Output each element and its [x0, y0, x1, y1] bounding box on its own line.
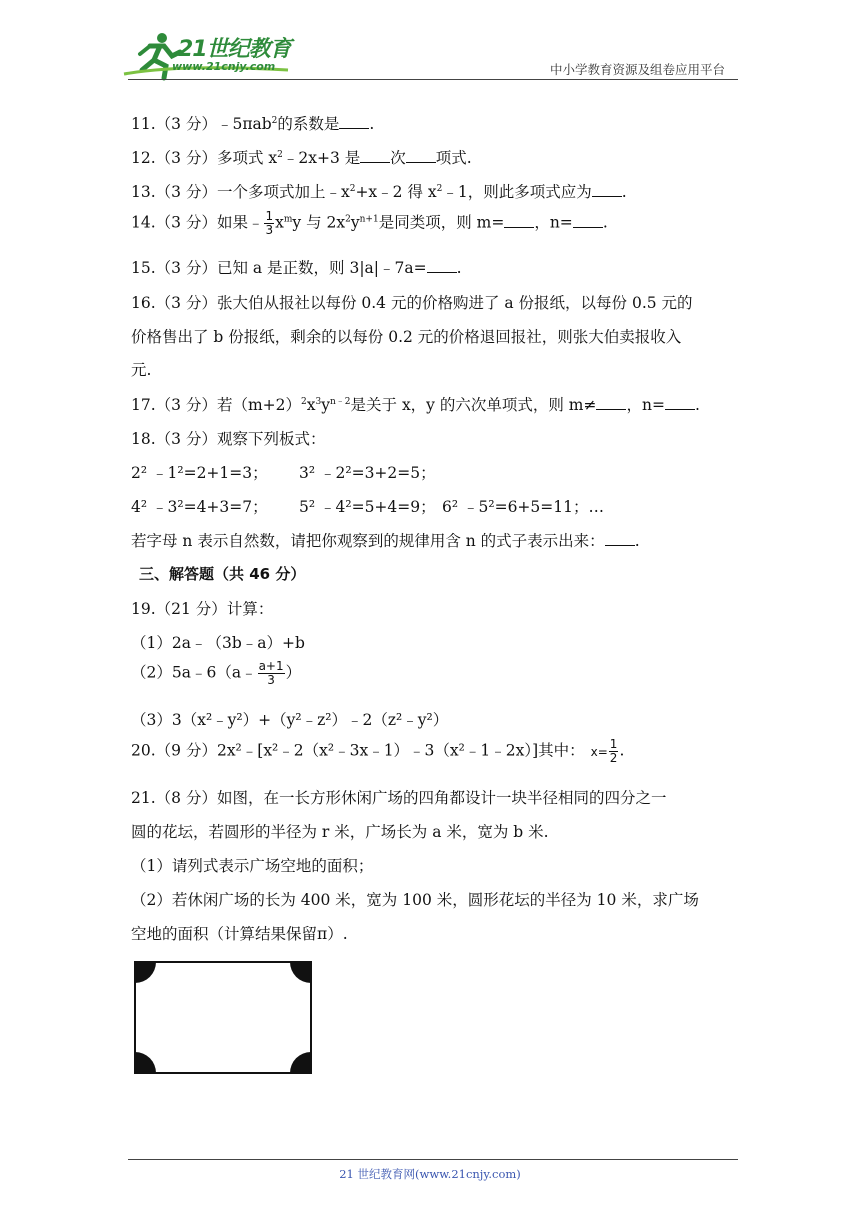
logo-text: 21世纪教育 [178, 37, 291, 62]
question-12: 12.（3 分）多项式 $x^2﹣2x+3$ 是 次 项式. [131, 149, 472, 167]
section-3-title: 三、解答题（共 46 分） [139, 565, 306, 583]
question-21-part-2: （2）若休闲广场的长为 400 米，宽为 100 米，圆形花坛的半径为 10 米，求广场 [131, 891, 699, 909]
plaza-diagram [134, 961, 312, 1074]
question-16-line-3: 元. [131, 361, 152, 379]
pattern-eq-2: 3² ﹣2²=3+2=5； [299, 464, 436, 482]
fraction-one-half: $\frac{1}{2}$ [609, 737, 618, 765]
question-19-part-1: （1）2a﹣（3b﹣a）+b [131, 634, 305, 652]
fraction-one-third: $\frac{1}{3}$ [265, 209, 274, 237]
question-19-part-2: （2）5a﹣6（a﹣ $\frac{a+1}{3}$ ） [131, 659, 302, 687]
question-14: 14.（3 分）如果﹣ $\frac{1}{3}$ $x^my$ 与 $2x^2y^{n+1}$是同类项，则 m= ，n= . [131, 209, 608, 237]
question-15: 15.（3 分）已知 a 是正数，则 3|a|﹣7a= . [131, 259, 462, 277]
answer-blank[interactable] [339, 114, 369, 129]
answer-blank[interactable] [427, 258, 457, 273]
header-divider [128, 79, 738, 80]
question-11: 11.（3 分）﹣5πab$^2$的系数是 . [131, 115, 375, 133]
question-21-part-2-line-2: 空地的面积（计算结果保留π）. [131, 925, 348, 943]
footer-divider [128, 1159, 738, 1160]
footer-text: 21 世纪教育网(www.21cnjy.com) [339, 1167, 521, 1181]
question-18-ask: 若字母 n 表示自然数，请把你观察到的规律用含 n 的式子表示出来： . [131, 532, 640, 550]
question-19-part-3: （3）3（x²﹣y²）+（y²﹣z²）﹣2（z²﹣y²） [131, 711, 449, 729]
answer-blank[interactable] [605, 531, 635, 546]
question-13: 13.（3 分）一个多项式加上$﹣x^2+x﹣2$ 得 $x^2﹣1$，则此多项式应为 . [131, 183, 627, 201]
answer-blank[interactable] [665, 395, 695, 410]
question-18: 18.（3 分）观察下列板式： [131, 430, 326, 448]
question-21-line-2: 圆的花坛，若圆形的半径为 r 米，广场长为 a 米，宽为 b 米. [131, 823, 549, 841]
answer-blank[interactable] [573, 213, 603, 228]
answer-blank[interactable] [406, 148, 436, 163]
question-16: 16.（3 分）张大伯从报社以每份 0.4 元的价格购进了 a 份报纸，以每份 0.5 元的 [131, 294, 693, 312]
pattern-eq-3: 4² ﹣3²=4+3=7； [131, 498, 268, 516]
question-20: 20.（9 分）2x²﹣[x²﹣2（x²﹣3x﹣1）﹣3（x²﹣1﹣2x）]其中： x= $\frac{1}{2}$ . [131, 737, 625, 765]
logo-url: www.21cnjy.com [172, 60, 276, 73]
header-platform-name: 中小学教育资源及组卷应用平台 [549, 62, 725, 77]
pattern-eq-4: 5² ﹣4²=5+4=9； [299, 498, 436, 516]
question-19: 19.（21 分）计算： [131, 600, 274, 618]
question-21: 21.（8 分）如图，在一长方形休闲广场的四角都设计一块半径相同的四分之一 [131, 789, 667, 807]
pattern-eq-5: 6² ﹣5²=6+5=11；… [442, 498, 604, 516]
answer-blank[interactable] [360, 148, 390, 163]
page-header [0, 0, 860, 82]
question-17: 17.（3 分）若$(m+2)^2x^3y^{n﹣2}$是关于 x，y 的六次单项式，则 m≠ ，n= . [131, 396, 700, 414]
question-16-line-2: 价格售出了 b 份报纸，剩余的以每份 0.2 元的价格退回报社，则张大伯卖报收入 [131, 328, 682, 346]
answer-blank[interactable] [596, 395, 626, 410]
fraction-a-plus-1-over-3: $\frac{a+1}{3}$ [258, 659, 284, 687]
pattern-eq-1: 2² ﹣1²=2+1=3； [131, 464, 268, 482]
answer-blank[interactable] [504, 213, 534, 228]
answer-blank[interactable] [592, 182, 622, 197]
question-21-part-1: （1）请列式表示广场空地的面积； [131, 857, 374, 875]
